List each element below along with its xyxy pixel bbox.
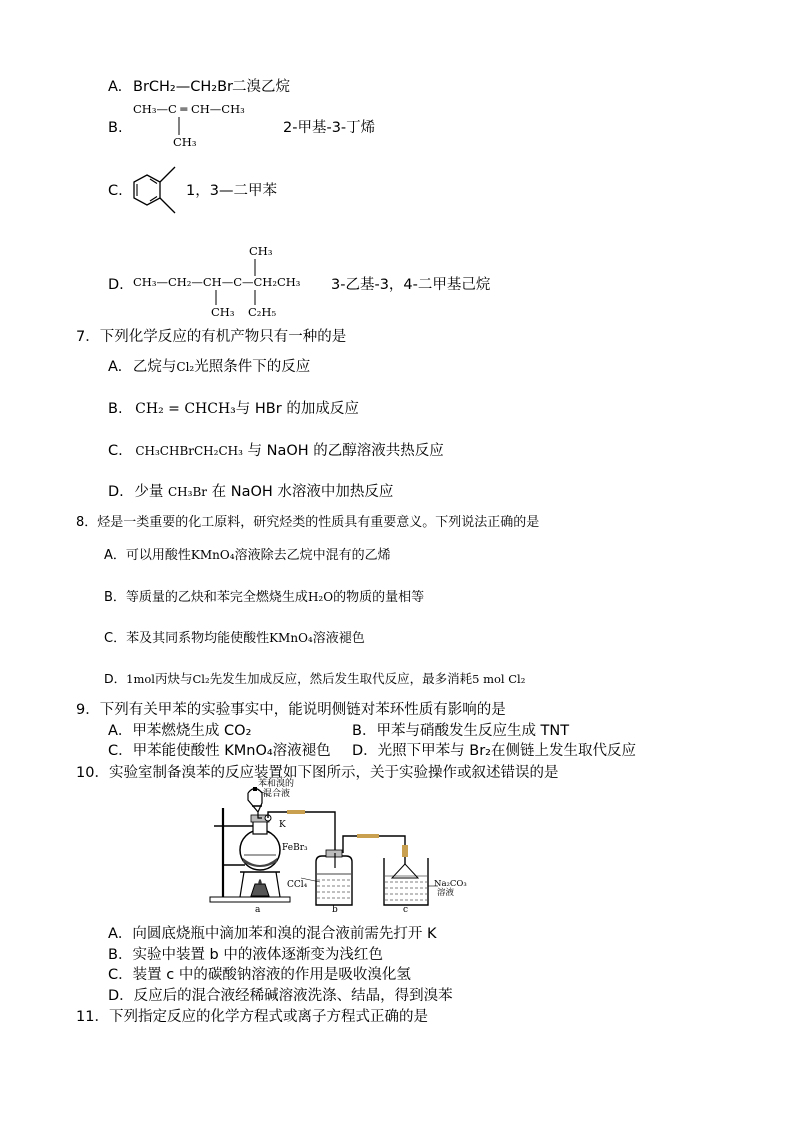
figure-label-catalyst: FeBr₃ xyxy=(282,843,308,853)
option-text: 与 NaOH 的乙醇溶液共热反应 xyxy=(247,443,444,459)
option-c: C．甲苯能使酸性 KMnO₄溶液褪色 xyxy=(108,743,331,759)
compound-name: 1，3—二甲苯 xyxy=(186,183,277,199)
question-stem: 7．下列化学反应的有机产物只有一种的是 xyxy=(76,329,347,345)
figure-label-b: b xyxy=(332,905,338,915)
option-letter: A. xyxy=(108,79,123,95)
option-b: B．甲苯与硝酸发生反应生成 TNT xyxy=(352,723,570,739)
option-letter: B. xyxy=(108,120,123,136)
chem-formula: KMnO₄ xyxy=(269,631,313,645)
option-text: 少量 xyxy=(134,484,164,500)
option-text: 等质量的乙炔和苯完全燃烧生成 xyxy=(125,590,308,605)
option-text: 苯及其同系物均能使酸性 xyxy=(126,631,270,646)
option-letter: C. xyxy=(108,443,123,459)
figure-label-solution: 溶液 xyxy=(437,888,455,898)
option-c xyxy=(104,629,365,648)
option-letter: B. xyxy=(108,401,123,417)
question-stem: 10．实验室制备溴苯的反应装置如下图所示，关于实验操作或叙述错误的是 xyxy=(76,765,559,781)
option-a xyxy=(108,358,310,376)
option-text: 光照条件下的反应 xyxy=(194,359,311,375)
chem-formula: BrCH₂—CH₂Br xyxy=(133,79,233,95)
option-c: C．装置 c 中的碳酸钠溶液的作用是吸收溴化氢 xyxy=(108,967,411,983)
chem-formula: KMnO₄ xyxy=(190,548,235,562)
option-d xyxy=(104,670,525,688)
figure-label-valve: K xyxy=(279,820,286,830)
option-letter: C． xyxy=(104,631,127,646)
chem-formula: CH₂ = CHCH₃ xyxy=(135,401,236,417)
bromobenzene-apparatus-figure xyxy=(0,0,1,1)
figure-label-c: c xyxy=(403,905,409,915)
option-letter: C. xyxy=(108,183,123,199)
question-stem: 8．烃是一类重要的化工原料，研究烃类的性质具有重要意义。下列说法正确的是 xyxy=(76,515,540,530)
option-text: 在 NaOH 水溶液中加热反应 xyxy=(211,484,394,500)
figure-label-funnel: 苯和溴的 xyxy=(258,779,295,789)
option-a: A．向圆底烧瓶中滴加苯和溴的混合液前需先打开 K xyxy=(108,926,437,942)
figure-label-na2co3: Na₂CO₃ xyxy=(434,879,467,889)
compound-name: 二溴乙烷 xyxy=(232,79,290,95)
structure-top-methyl: CH₃ xyxy=(249,244,273,258)
option-text: 与 HBr 的加成反应 xyxy=(235,401,359,417)
figure-label-a: a xyxy=(255,905,261,915)
option-text: 可以用酸性 xyxy=(125,548,191,563)
compound-name: 3-乙基-3，4-二甲基己烷 xyxy=(331,277,491,293)
structure-methyl-branch: CH₃ xyxy=(173,135,197,149)
structure-main-chain: CH₃—CH₂—CH—C—CH₂CH₃ xyxy=(133,275,301,289)
option-d xyxy=(108,483,393,501)
option-text: 丙炔与 xyxy=(154,671,193,686)
chem-formula: H₂O xyxy=(307,590,334,604)
question-11-stem: 11．下列指定反应的化学方程式或离子方程式正确的是 xyxy=(76,1009,428,1025)
option-c xyxy=(108,442,444,460)
option-text: 的物质的量相等 xyxy=(333,590,425,605)
option-d: D．光照下甲苯与 Br₂在侧链上发生取代反应 xyxy=(352,743,636,759)
chem-formula: Cl₂ xyxy=(192,672,210,686)
option-letter: D. xyxy=(108,484,124,500)
option-letter: D. xyxy=(108,277,124,293)
option-a: A．甲苯燃烧生成 CO₂ xyxy=(108,723,252,739)
chem-formula: 5 mol Cl₂ xyxy=(472,672,526,686)
option-b xyxy=(104,588,424,607)
option-text: 溶液褪色 xyxy=(312,631,365,646)
option-b: B．实验中装置 b 中的液体逐渐变为浅红色 xyxy=(108,947,383,963)
chem-formula: CH₃Br xyxy=(168,485,208,499)
structure-methyl-branch: CH₃ xyxy=(211,305,235,319)
option-d: D．反应后的混合液经稀碱溶液洗涤、结晶，得到溴苯 xyxy=(108,988,453,1004)
option-a xyxy=(104,546,391,565)
question-stem: 9．下列有关甲苯的实验事实中，能说明侧链对苯环性质有影响的是 xyxy=(76,702,506,718)
option-text: 溶液除去乙烷中混有的乙烯 xyxy=(234,548,391,563)
compound-name: 2-甲基-3-丁烯 xyxy=(283,120,376,136)
structure-main-chain: CH₃—C ═ CH—CH₃ xyxy=(133,102,245,116)
option-text: 乙烷与 xyxy=(132,359,177,375)
option-text: 先发生加成反应，然后发生取代反应，最多消耗 xyxy=(209,671,473,686)
chem-formula: Cl₂ xyxy=(176,360,195,374)
chem-formula: 1mol xyxy=(126,672,155,686)
figure-label-ccl4: CCl₄ xyxy=(287,880,308,890)
option-letter: A． xyxy=(104,548,126,563)
figure-label-funnel: 混合液 xyxy=(263,789,291,799)
structure-ethyl-branch: C₂H₅ xyxy=(248,305,277,319)
option-b xyxy=(108,400,359,418)
option-letter: A. xyxy=(108,359,123,375)
chem-formula: CH₃CHBrCH₂CH₃ xyxy=(135,444,243,458)
option-letter: B． xyxy=(104,590,126,605)
option-letter: D． xyxy=(104,671,127,686)
